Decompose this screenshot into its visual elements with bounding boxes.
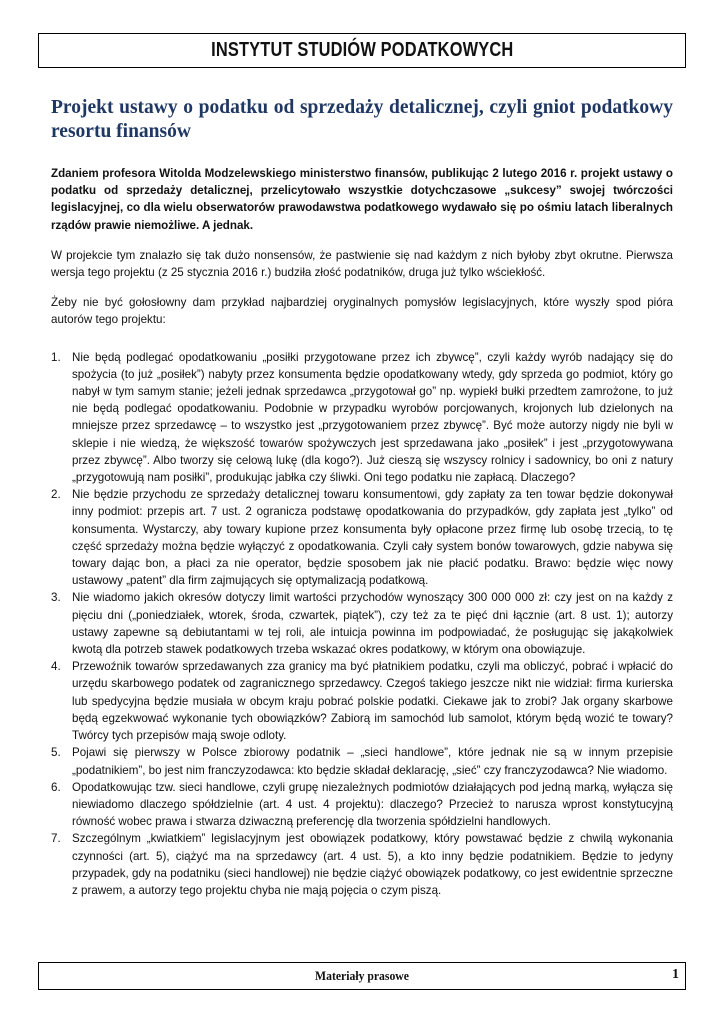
article-body [51, 96, 673, 899]
list-item-number: 3. [51, 591, 61, 605]
footer-label: Materiały prasowe [315, 968, 409, 983]
list-item [51, 486, 673, 589]
list-item-text: Szczególnym „kwiatkiem” legislacyjnym jest obowiązek podatkowy, który powstawać będzie z chwilą wykonania czynności (art. 5), ciążyć ma na sprzedawcy (art. 4 ust. 5), a kto inny będzie podatnikiem. Będzie to jedyny przypadek, gdy na podatniku (sieci handlowej) nie będzie ciążyć obowiązek podatkowy, co jest ewidentnie sprzeczne z prawem, a autorzy tego projektu chyba nie mają pojęcia o czym piszą. [72, 832, 673, 897]
list-item-text: Nie będzie przychodu ze sprzedaży detalicznej towaru konsumentowi, gdy zapłaty za ten towar będzie dokonywał inny podmiot: przepis art. 7 ust. 2 ogranicza podstawę opodatkowania do przypadków, gdy zapłata jest „tylko” od konsumenta. Wystarczy, aby towary kupione przez konsumenta były opłacone przez firmę lub osobę trzecią, to tę część sprzedaży można będzie wyłączyć z opodatkowania. Czyli cały system bonów towarowych, gdzie nabywa się towary dając bon, a płaci za nie operator, będzie sposobem jak nie płacić podatku. Brawo: będzie więc nowy ustawowy „patent” dla firm zajmujących się optymalizacją podatkową. [72, 488, 673, 588]
institute-title: INSTYTUT STUDIÓW PODATKOWYCH [210, 39, 514, 61]
page-number: 1 [672, 967, 679, 982]
list-item-text: Przewoźnik towarów sprzedawanych zza granicy ma być płatnikiem podatku, czyli ma obliczyć, pobrać i wpłacić do urzędu skarbowego podatek od zagranicznego sprzedawcy. Czegoś takiego jeszcze nikt nie widział: firma kurierska lub spedycyjna będzie musiała w obcym kraju pobrać polskie podatki. Ciekawe jak to zrobi? Jak organy skarbowe będą egzekwować wykonanie tych obowiązków? Zabiorą im samochód lub samolot, którym będą wozić te towary? Twórcy tych przepisów mają swoje odloty. [72, 660, 673, 743]
list-item-number: 5. [51, 746, 61, 760]
list-item-number: 4. [51, 660, 61, 674]
list-item [51, 779, 673, 831]
list-item [51, 830, 673, 899]
numbered-list [51, 349, 673, 900]
footer-box [38, 962, 686, 990]
list-item [51, 589, 673, 658]
article-lead: Zdaniem profesora Witolda Modzelewskiego ministerstwo finansów, publikując 2 lutego 2016 r. projekt ustawy o podatku od sprzedaży detalicznej, przelicytowało wszystkie dotychczasowe „sukcesy” swojej twórczości legislacyjnej, co dla wielu obserwatorów prawodawstwa podatkowego wydawało się po ośmiu latach liberalnych rządów prawie niemożliwe. A jednak. [51, 167, 673, 232]
article-title: Projekt ustawy o podatku od sprzedaży detalicznej, czyli gniot podatkowy resortu finansów [51, 97, 673, 142]
list-item [51, 744, 673, 778]
list-item [51, 349, 673, 487]
list-item-text: Pojawi się pierwszy w Polsce zbiorowy podatnik – „sieci handlowe”, które jednak nie są w innym przepisie „podatnikiem”, bo jest nim franczyzodawca: kto będzie składał deklarację, „sieć” czy franczyzodawca? Nie wiadomo. [72, 746, 673, 777]
paragraph-2: Żeby nie być gołosłowny dam przykład najbardziej oryginalnych pomysłów legislacyjnych, które wyszły spod pióra autorów tego projektu: [51, 296, 673, 327]
list-item-text: Opodatkowując tzw. sieci handlowe, czyli grupę niezależnych podmiotów działających pod jedną marką, wyłącza się niewiadomo dlaczego spółdzielnie (art. 4 ust. 4 projektu): dlaczego? Przecież to narusza wprost konstytucyjną równość wobec prawa i stwarza dziwaczną preferencję dla tworzenia spółdzielni handlowych. [72, 780, 673, 829]
list-item [51, 658, 673, 744]
list-item-text: Nie będą podlegać opodatkowaniu „posiłki przygotowane przez ich zbywcę”, czyli każdy wyrób nadający się do spożycia (to już „posiłek”) nabyty przez konsumenta będzie opodatkowany wtedy, gdy sprzeda go podmiot, który go nabył w tym samym stanie; jeżeli jednak sprzedawca „przygotował go” np. wypiekł bułki przedtem zamrożone, to już nie będą podlegać opodatkowaniu. Podobnie w przypadku wyrobów porcjowanych, krojonych lub dzielonych na mniejsze przez sprzedawcę – to wszystko jest „przygotowaniem przez zbywcę”. Być może autorzy nigdy nie byli w sklepie i nie wiedzą, że większość towarów spożywczych jest sprzedawana jako „posiłek” i jest „przygotowywana przez zbywcę”. Albo tworzy się celową lukę (dla kogo?). Już cieszą się wszyscy rolnicy i sadownicy, bo oni z natury „przygotowują nam posiłki”, produkując jabłka czy śliwki. Oni tego podatku nie zapłacą. Dlaczego? [72, 350, 673, 485]
paragraph-1: W projekcie tym znalazło się tak dużo nonsensów, że pastwienie się nad każdym z nich byłoby zbyt okrutne. Pierwsza wersja tego projektu (z 25 stycznia 2016 r.) budziła złość podatników, druga już tylko wściekłość. [51, 248, 673, 280]
list-item-number: 6. [51, 780, 61, 794]
list-item-text: Nie wiadomo jakich okresów dotyczy limit wartości przychodów wynoszący 300 000 000 zł: czy jest on na każdy z pięciu dni („poniedziałek, wtorek, środa, czwartek, piątek”), czy też za te pięć dni łącznie (art. 8 ust. 1); autorzy ustawy zapewne są debiutantami w tej roli, ale intuicja powinna im podpowiadać, że posługując się jakąkolwiek kwotą dla potrzeb stawek podatkowych trzeba wskazać okres podatkowy, w którym ona obowiązuje. [72, 591, 673, 657]
list-item-number: 7. [51, 832, 61, 846]
header-box [38, 33, 686, 68]
list-item-number: 2. [51, 488, 61, 502]
list-item-number: 1. [51, 350, 61, 364]
